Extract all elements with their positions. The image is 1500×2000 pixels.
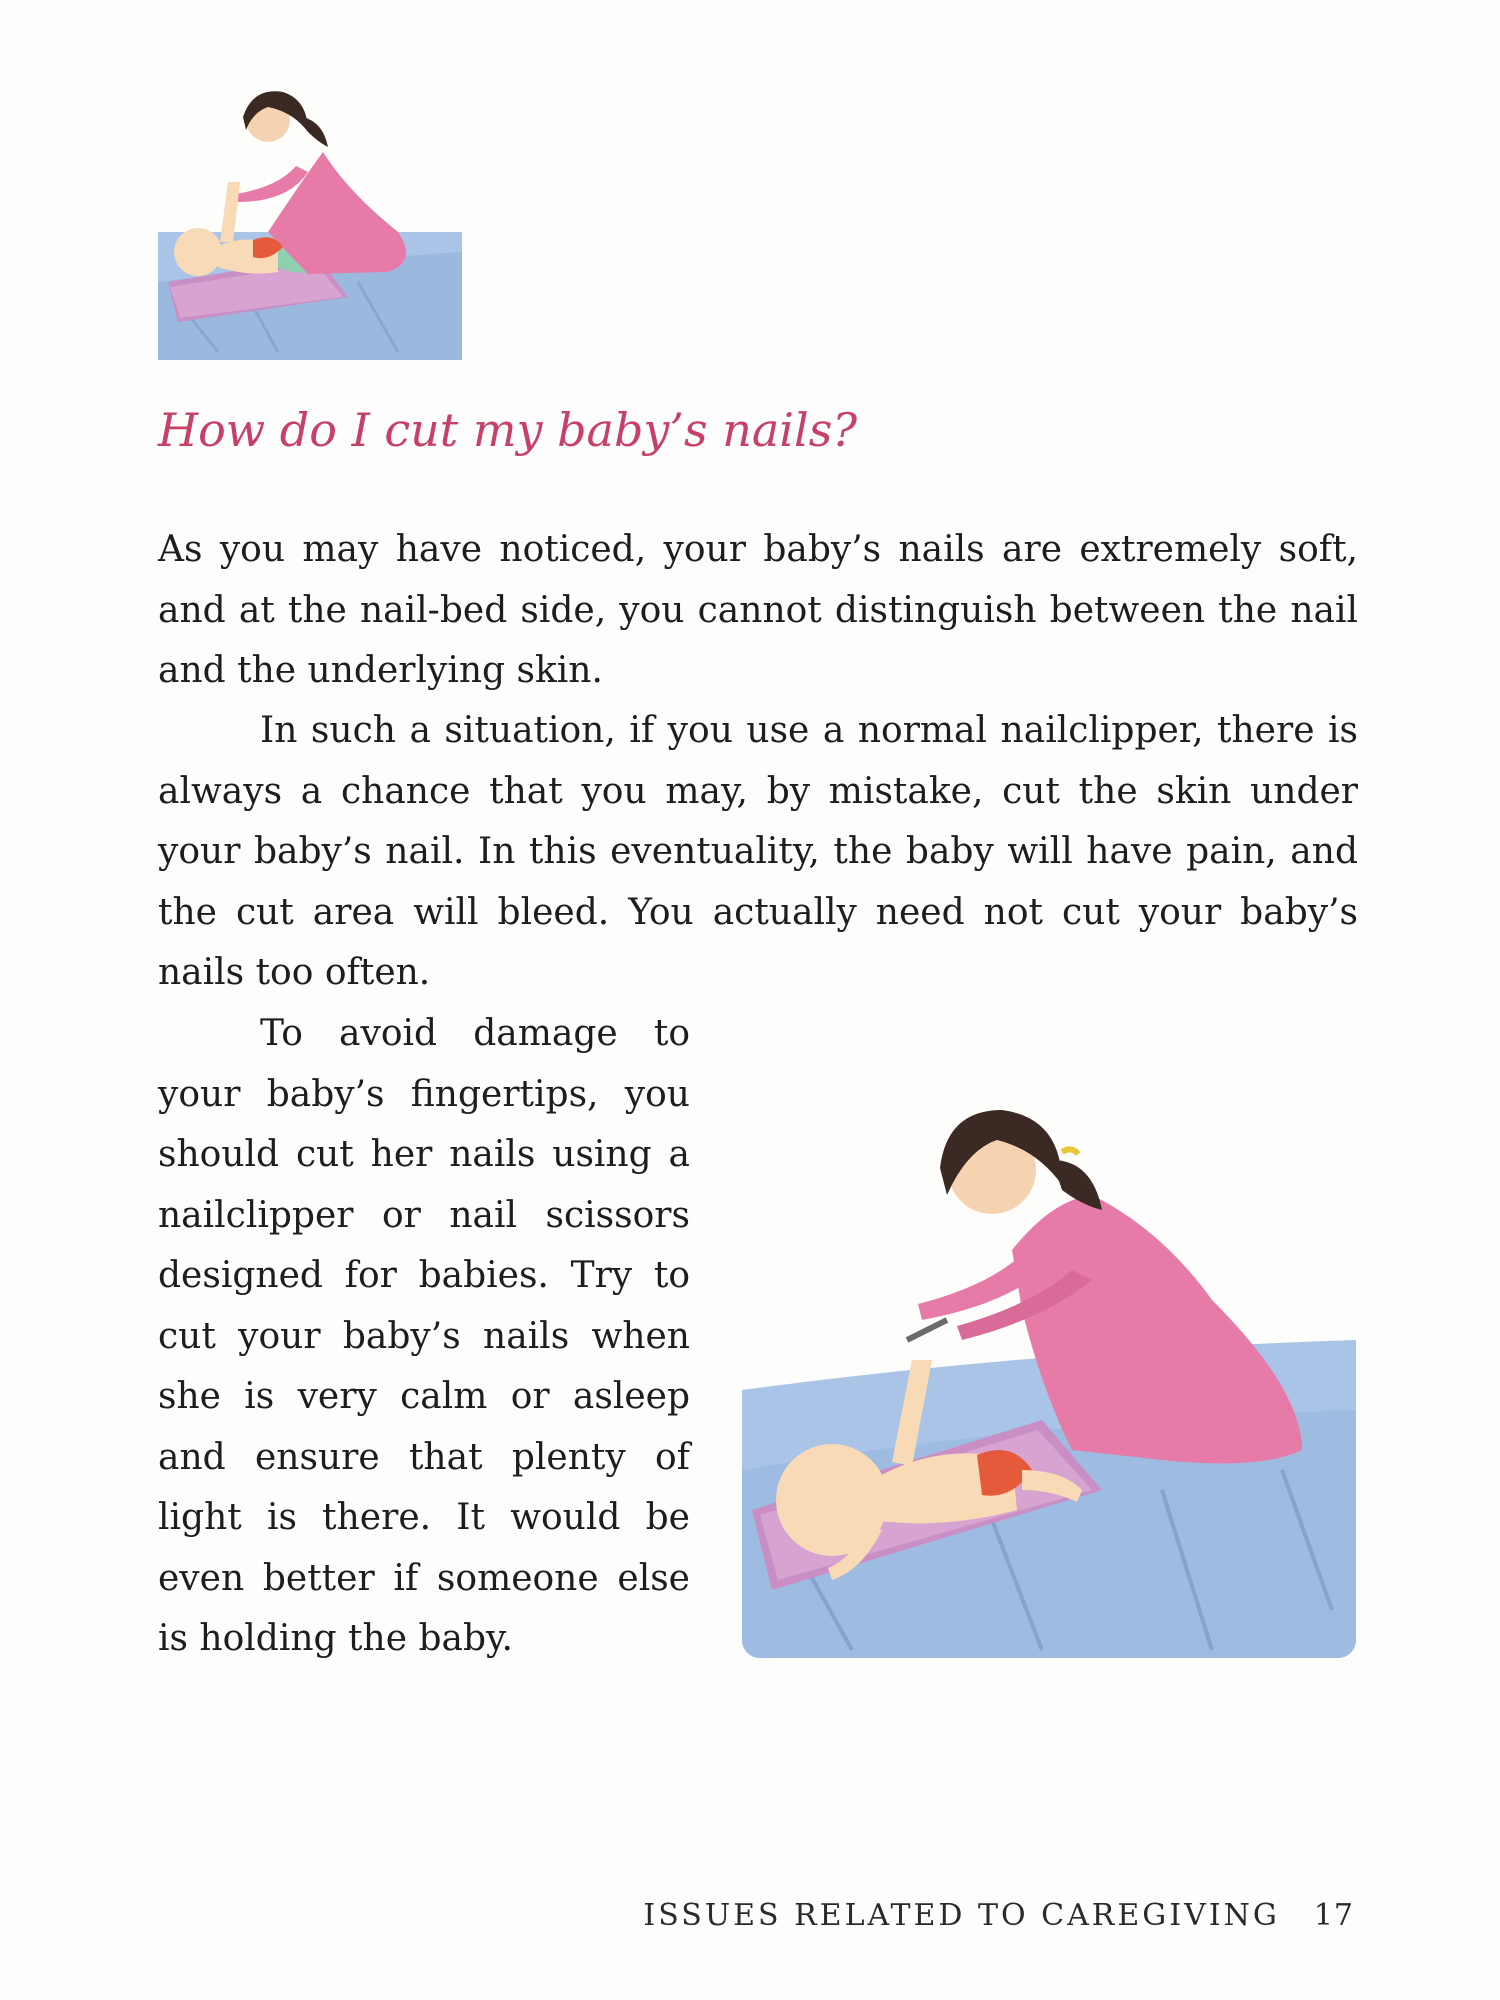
- paragraph-1: As you may have noticed, your baby’s nails are extremely soft, and at the nail-bed side, you cannot distinguish between the nail and the underlying skin.: [158, 529, 1358, 691]
- mother-cutting-baby-nails-large-image: [742, 1090, 1356, 1658]
- illustration-large: [742, 1090, 1356, 1658]
- paragraph-3: To avoid damage to your baby’s fingertips, you should cut her nails using a nailclipper or nail scissors designed for babies. Try to cut your baby’s nails when she is very calm or asleep and ensure that plenty of light is there. It would be even better if someone else is holding the baby.: [158, 1013, 690, 1659]
- page-heading: How do I cut my baby’s nails?: [158, 403, 857, 457]
- illustration-small: [158, 82, 462, 360]
- page-number: 17: [1313, 1898, 1354, 1933]
- footer-section-title: ISSUES RELATED TO CAREGIVING: [643, 1898, 1280, 1933]
- paragraph-2: In such a situation, if you use a normal nailclipper, there is always a chance that you may, by mistake, cut the skin under your baby’s nail. In this eventuality, the baby will have pain, and the cut area will bleed. You actually need not cut your baby’s nails too often.: [158, 710, 1358, 993]
- page-footer: [643, 1898, 1354, 1933]
- mother-cutting-baby-nails-small-image: [158, 82, 462, 360]
